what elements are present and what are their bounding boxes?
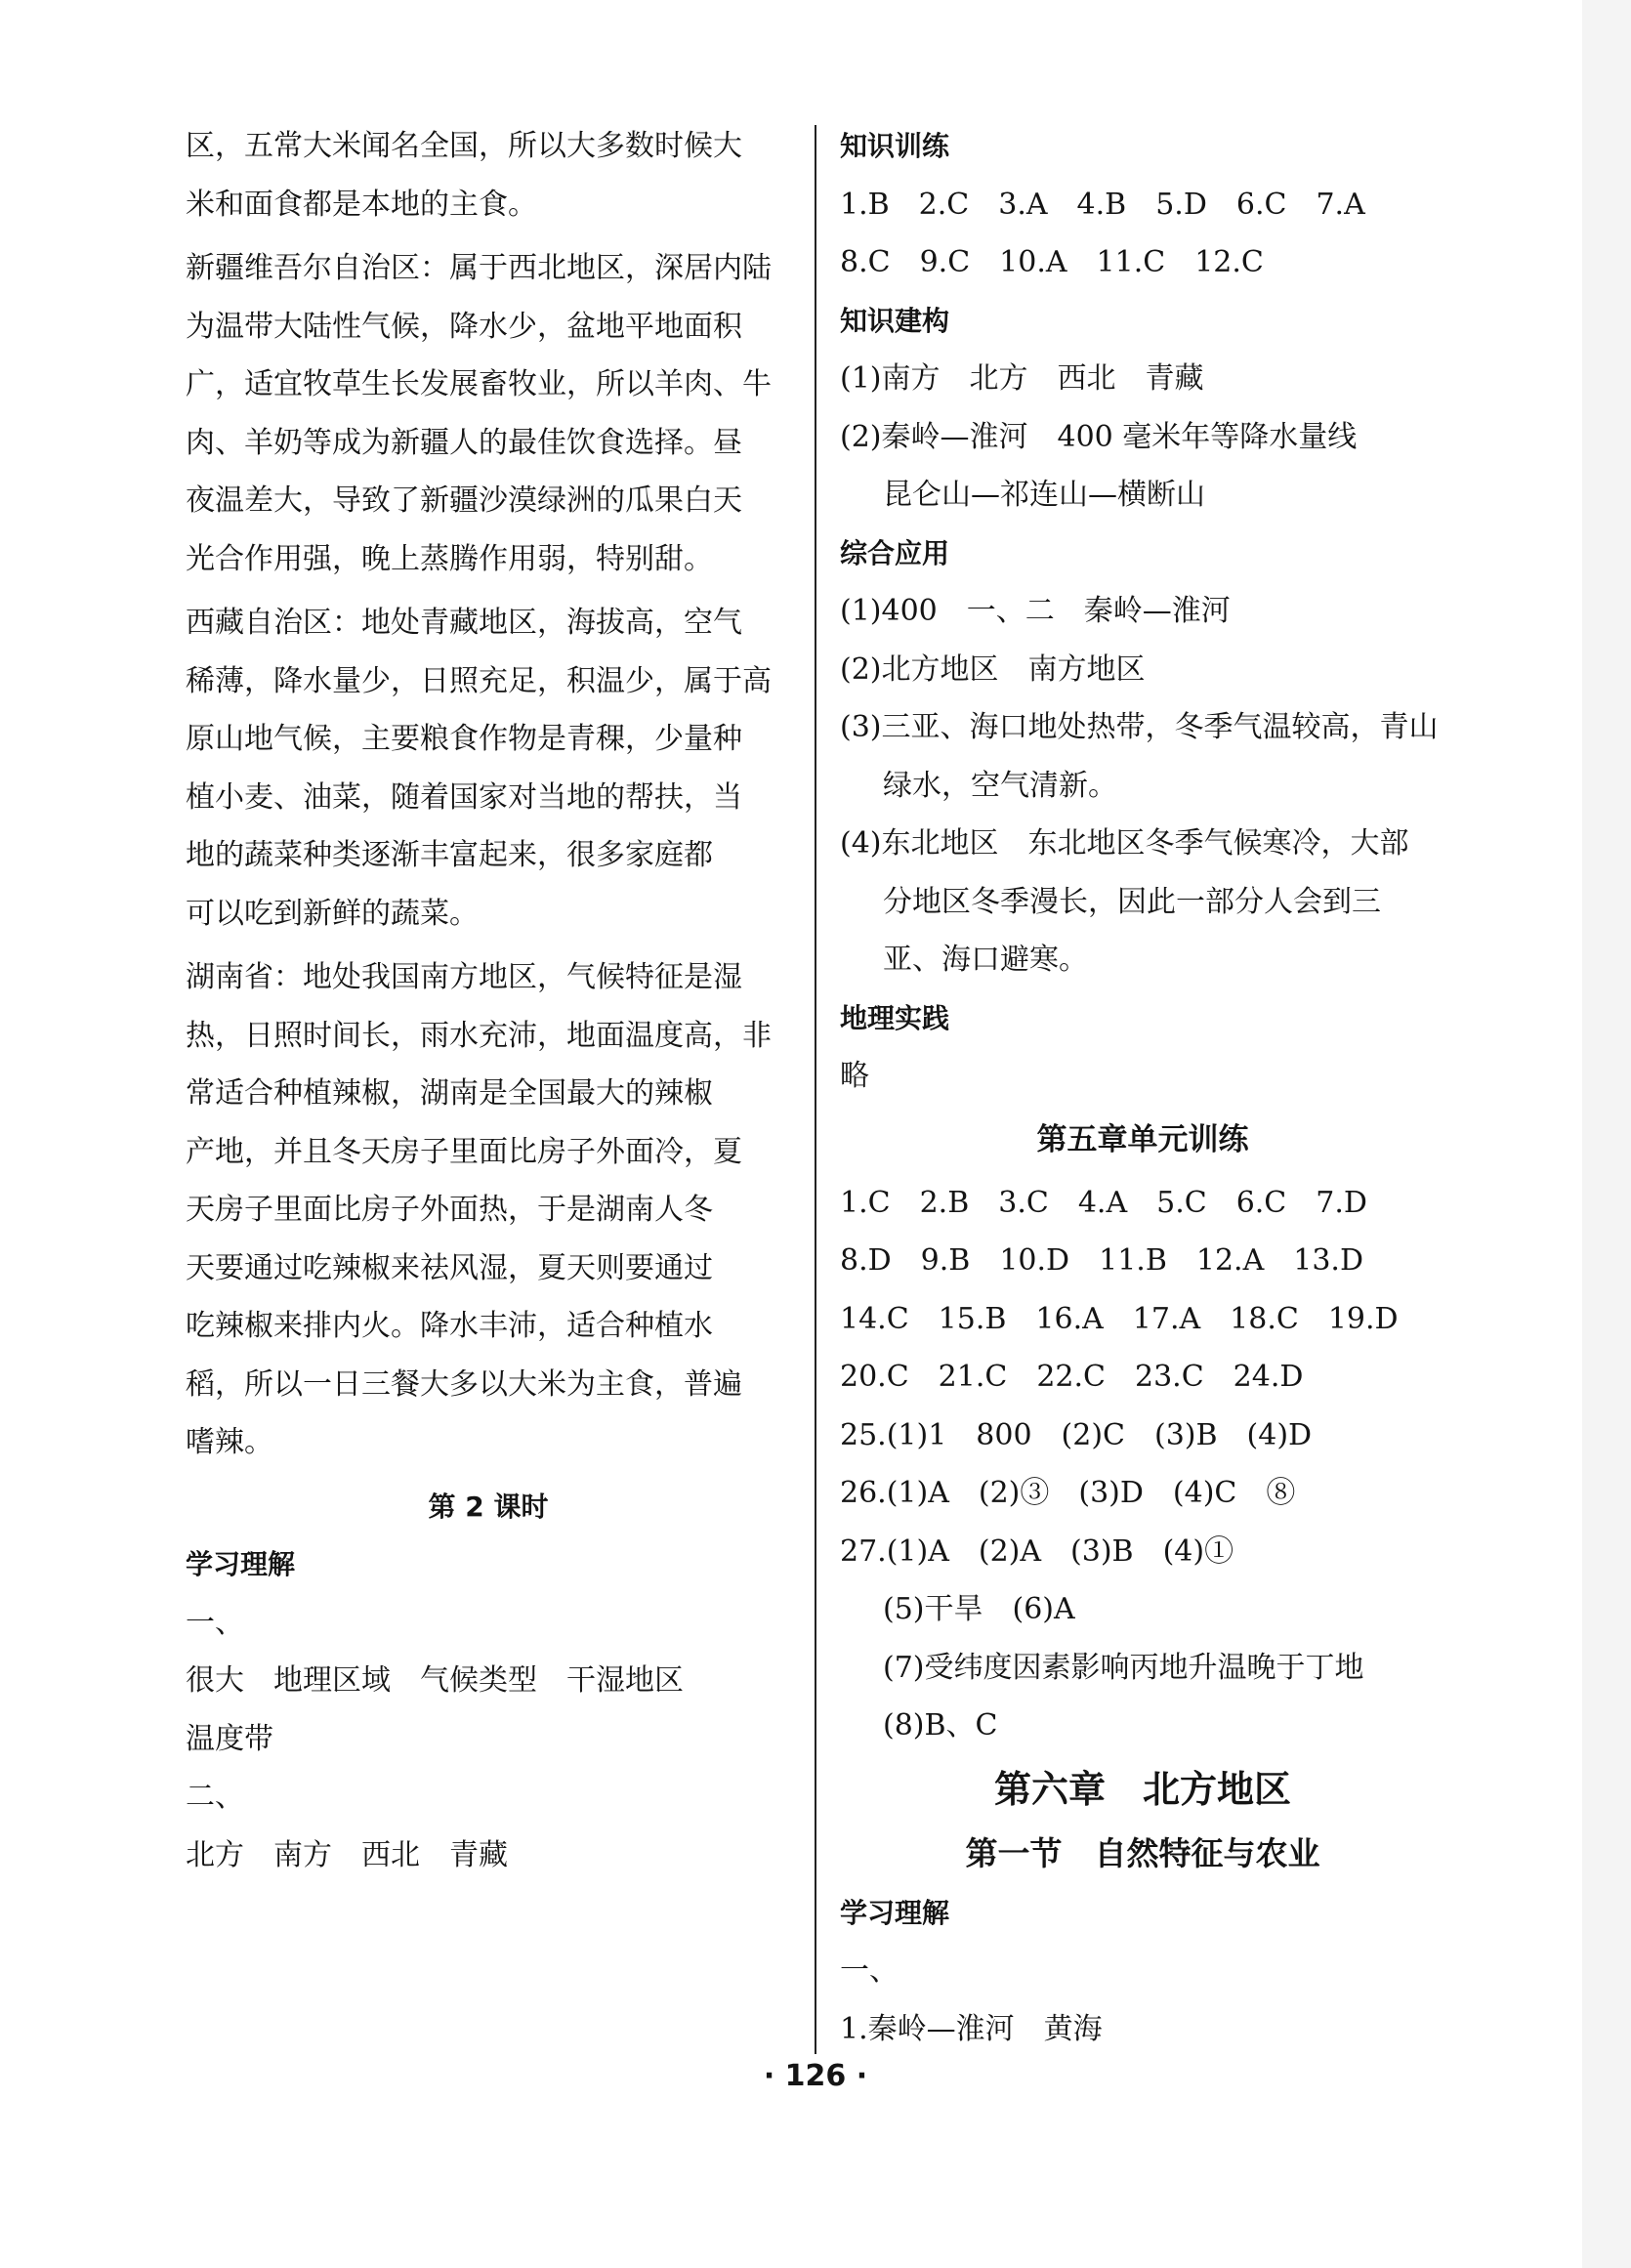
text-line: 天房子里面比房子外面热，于是湖南人冬 (186, 1193, 713, 1227)
answer-line: (2)秦岭—淮河 400 毫米年等降水量线 (840, 419, 1358, 454)
text-line: 天要通过吃辣椒来祛风湿，夏天则要通过 (186, 1250, 713, 1285)
answer-line: 14.C 15.B 16.A 17.A 18.C 19.D (840, 1301, 1399, 1336)
answer-line: (8)B、C (883, 1708, 998, 1743)
column-divider (815, 125, 816, 2054)
part-label: 一、 (186, 1605, 244, 1640)
chapter-title: 第六章 北方地区 (993, 1767, 1291, 1811)
answer-line: 1.C 2.B 3.C 4.A 5.C 6.C 7.D (840, 1185, 1367, 1220)
answer-line: 绿水，空气清新。 (883, 768, 1117, 803)
unit-training-title: 第五章单元训练 (1036, 1121, 1249, 1157)
text-line: 植小麦、油菜，随着国家对当地的帮扶，当 (186, 779, 742, 815)
section-heading: 学习理解 (186, 1548, 296, 1580)
answer-line: 27.(1)A (2)A (3)B (4)① (840, 1533, 1234, 1569)
answer-line: 分地区冬季漫长，因此一部分人会到三 (883, 884, 1381, 919)
lesson-title: 第 2 课时 (428, 1490, 549, 1523)
heading-dili-shijian: 地理实践 (840, 1001, 950, 1034)
text-line: 产地，并且冬天房子里面比房子外面冷，夏 (186, 1134, 742, 1169)
text-line: 西藏自治区：地处青藏地区，海拔高，空气 (186, 606, 742, 640)
answer-line: (7)受纬度因素影响丙地升温晚于丁地 (883, 1650, 1364, 1685)
answer-line: 8.D 9.B 10.D 11.B 12.A 13.D (840, 1243, 1364, 1278)
text-line: 肉、羊奶等成为新疆人的最佳饮食选择。昼 (186, 425, 742, 460)
answer-line: 25.(1)1 800 (2)C (3)B (4)D (840, 1417, 1313, 1452)
text-line: 广，适宜牧草生长发展畜牧业，所以羊肉、牛 (186, 367, 772, 401)
answer-line: (1)南方 北方 西北 青藏 (840, 361, 1204, 396)
answer-line: (4)东北地区 东北地区冬季气候寒冷，大部 (840, 826, 1409, 861)
answer-line: 20.C 21.C 22.C 23.C 24.D (840, 1360, 1304, 1394)
answer-line: 1.B 2.C 3.A 4.B 5.D 6.C 7.A (840, 187, 1365, 222)
answer-line: 亚、海口避寒。 (883, 943, 1088, 977)
answer-line: 北方 南方 西北 青藏 (186, 1837, 508, 1872)
heading-zhishi-jiangou: 知识建构 (840, 304, 950, 337)
text-line: 吃辣椒来排内火。降水丰沛，适合种植水 (186, 1309, 713, 1343)
heading-zhishi-xunlian: 知识训练 (840, 130, 950, 162)
answer-line: 很大 地理区域 气候类型 干湿地区 (186, 1663, 684, 1698)
text-line: 嗜辣。 (186, 1425, 273, 1459)
text-line: 常适合种植辣椒，湖南是全国最大的辣椒 (186, 1076, 713, 1111)
text-line: 夜温差大，导致了新疆沙漠绿洲的瓜果白天 (186, 483, 742, 518)
part-label: 一、 (840, 1953, 899, 1988)
part-label: 二、 (186, 1780, 244, 1814)
left-column (186, 117, 791, 1884)
text-line: 区，五常大米闻名全国，所以大多数时候大 (186, 129, 742, 163)
section-title: 第一节 自然特征与农业 (965, 1833, 1320, 1872)
text-line: 稀薄，降水量少，日照充足，积温少，属于高 (186, 663, 772, 698)
answer-line: (1)400 一、二 秦岭—淮河 (840, 594, 1231, 628)
text-line: 新疆维吾尔自治区：属于西北地区，深居内陆 (186, 251, 772, 285)
text-line: 湖南省：地处我国南方地区，气候特征是湿 (186, 960, 742, 994)
page-edge-shadow (1582, 0, 1631, 2268)
answer-line: 昆仑山—祁连山—横断山 (883, 478, 1205, 512)
heading-zonghe-yingyong: 综合应用 (840, 536, 950, 569)
text-line: 可以吃到新鲜的蔬菜。 (186, 896, 479, 931)
page-number: · 126 · (763, 2059, 868, 2093)
text-line: 稻，所以一日三餐大多以大米为主食，普遍 (186, 1366, 742, 1402)
study-heading: 学习理解 (840, 1896, 950, 1929)
text-line: 原山地气候，主要粮食作物是青稞，少量种 (186, 722, 742, 756)
text-line: 米和面食都是本地的主食。 (186, 187, 537, 222)
text-line: 光合作用强，晚上蒸腾作用弱，特别甜。 (186, 541, 713, 576)
answer-line: 8.C 9.C 10.A 11.C 12.C (840, 245, 1264, 279)
answer-line: 略 (840, 1059, 869, 1093)
text-line: 热，日照时间长，雨水充沛，地面温度高，非 (186, 1018, 772, 1053)
answer-line: 1.秦岭—淮河 黄海 (840, 2011, 1103, 2046)
answer-line: (2)北方地区 南方地区 (840, 651, 1146, 687)
text-line: 地的蔬菜种类逐渐丰富起来，很多家庭都 (186, 838, 713, 872)
right-column (840, 117, 1445, 2058)
answer-line: (3)三亚、海口地处热带，冬季气温较高，青山 (840, 710, 1439, 744)
answer-line: (5)干旱 (6)A (883, 1592, 1075, 1626)
text-line: 为温带大陆性气候，降水少，盆地平地面积 (186, 309, 742, 344)
answer-line: 温度带 (186, 1721, 273, 1756)
answer-line: 26.(1)A (2)③ (3)D (4)C ⑧ (840, 1476, 1296, 1510)
